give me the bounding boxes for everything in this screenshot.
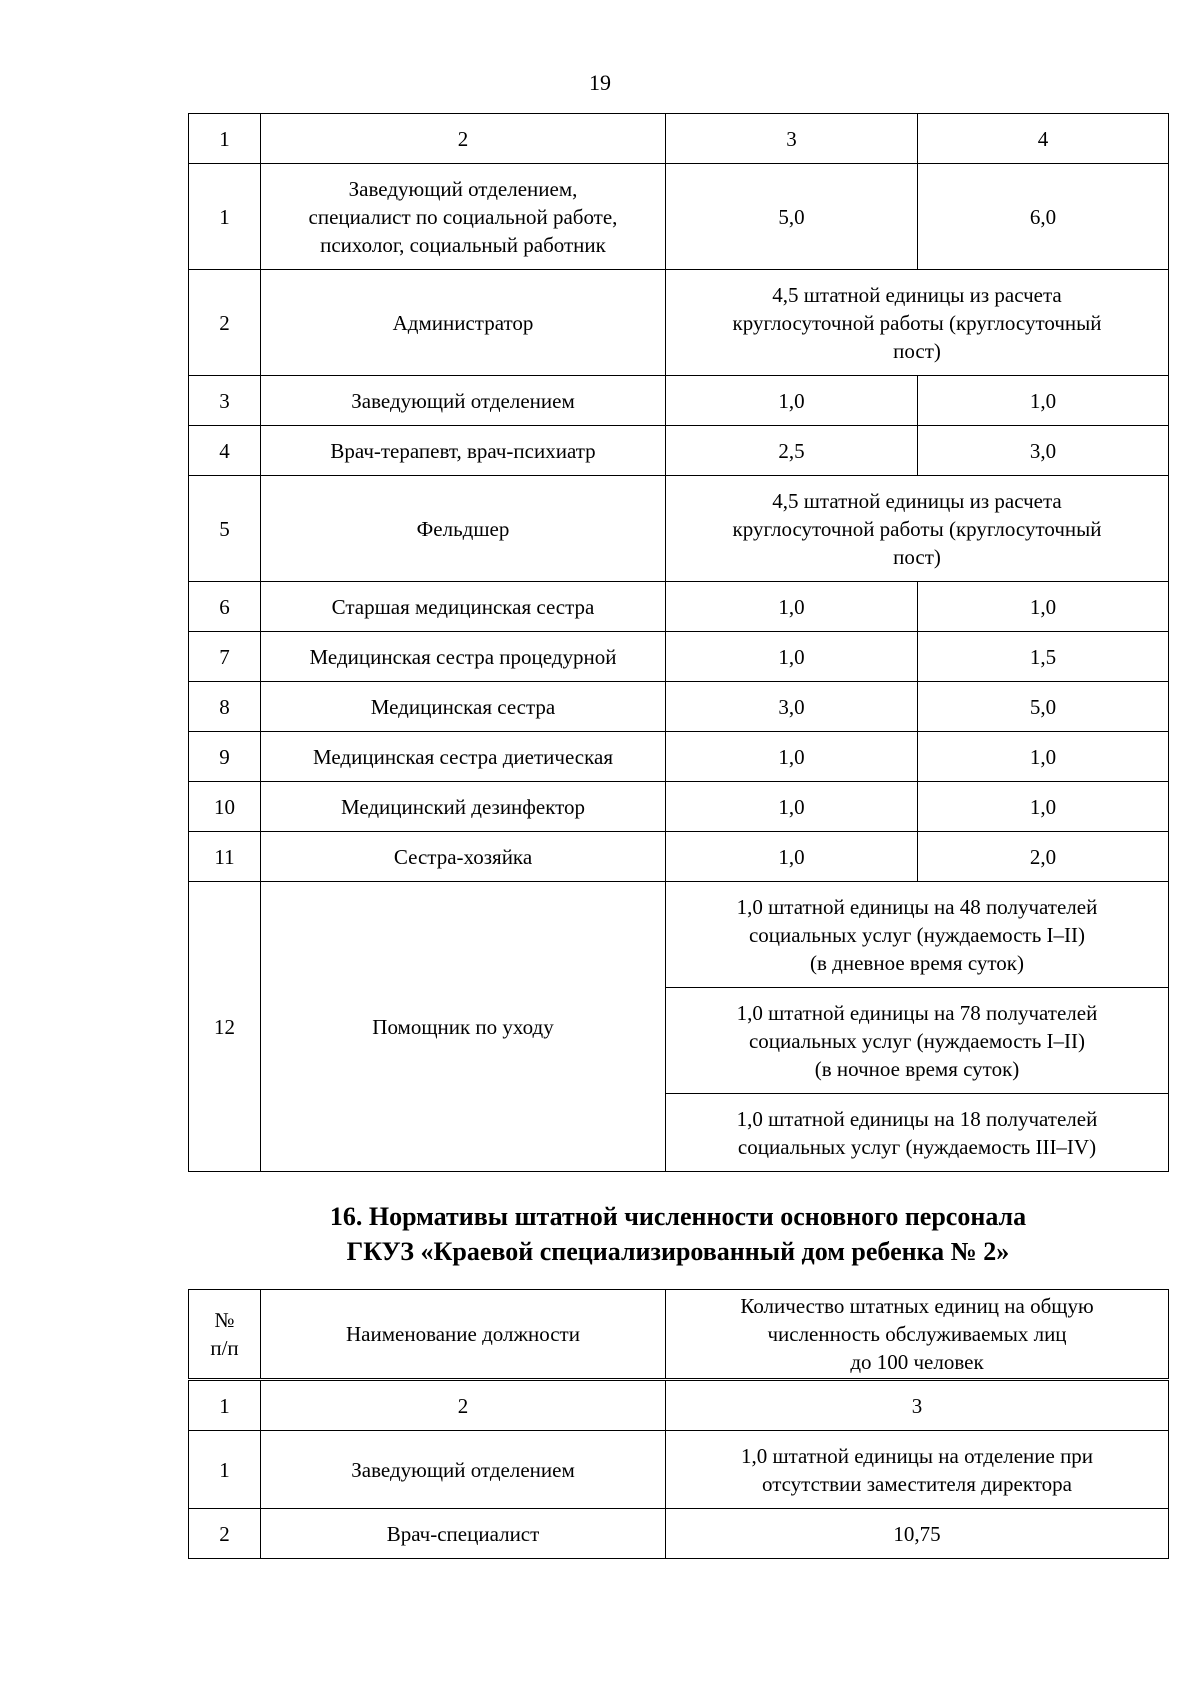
position-name: Заведующий отделением, специалист по социальной работе, психолог, социальный работник (261, 164, 666, 270)
staff-units-col3: 1,0 (666, 632, 918, 682)
table-row (189, 782, 1169, 832)
staff-units-day: 1,0 штатной единицы на 48 получателей социальных услуг (нуждаемость I–II) (в дневное время суток) (666, 882, 1169, 988)
staff-units-col4: 2,0 (918, 832, 1169, 882)
staff-units-col4: 6,0 (918, 164, 1169, 270)
row-number: 2 (189, 270, 261, 376)
table-row (189, 882, 1169, 988)
row-number: 10 (189, 782, 261, 832)
position-name: Фельдшер (261, 476, 666, 582)
units-column-header: Количество штатных единиц на общую численность обслуживаемых лиц до 100 человек (666, 1290, 1169, 1379)
staff-units-col4: 5,0 (918, 682, 1169, 732)
table-row (189, 1431, 1169, 1509)
section-title-line2: ГКУЗ «Краевой специализированный дом ребенка № 2» (346, 1237, 1010, 1266)
position-name: Врач-терапевт, врач-психиатр (261, 426, 666, 476)
staff-units-col3: 2,5 (666, 426, 918, 476)
table-row (189, 426, 1169, 476)
row-number: 11 (189, 832, 261, 882)
table-row (189, 732, 1169, 782)
position-name: Сестра-хозяйка (261, 832, 666, 882)
staff-units-col4: 1,0 (918, 782, 1169, 832)
position-name: Заведующий отделением (261, 1431, 666, 1509)
staff-units-col3: 1,0 (666, 376, 918, 426)
row-number: 9 (189, 732, 261, 782)
row-number: 1 (189, 164, 261, 270)
row-number: 7 (189, 632, 261, 682)
table-header-row (189, 1290, 1169, 1379)
table-row (189, 682, 1169, 732)
position-name: Администратор (261, 270, 666, 376)
table-header-row (189, 114, 1169, 164)
table-row (189, 832, 1169, 882)
row-number: 12 (189, 882, 261, 1172)
table-row (189, 1509, 1169, 1559)
section-title-line1: 16. Нормативы штатной численности основного персонала (329, 1202, 1027, 1231)
position-name: Медицинская сестра диетическая (261, 732, 666, 782)
table-row (189, 476, 1169, 582)
row-number: 5 (189, 476, 261, 582)
staff-units-col4: 1,0 (918, 582, 1169, 632)
header-cell: 3 (666, 1381, 1169, 1431)
staff-units-col3: 1,0 (666, 832, 918, 882)
staff-units-high-need: 1,0 штатной единицы на 18 получателей социальных услуг (нуждаемость III–IV) (666, 1094, 1169, 1172)
position-name: Заведующий отделением (261, 376, 666, 426)
position-column-header: Наименование должности (261, 1290, 666, 1379)
staffing-table-continued (188, 113, 1169, 1172)
header-cell: 2 (261, 114, 666, 164)
position-name: Медицинская сестра процедурной (261, 632, 666, 682)
staff-units-col4: 1,0 (918, 376, 1169, 426)
table-row (189, 376, 1169, 426)
staff-units-col4: 1,5 (918, 632, 1169, 682)
staff-units: 10,75 (666, 1509, 1169, 1559)
staff-units: 1,0 штатной единицы на отделение при отсутствии заместителя директора (666, 1431, 1169, 1509)
staff-units-col3: 3,0 (666, 682, 918, 732)
row-number: 4 (189, 426, 261, 476)
position-name: Врач-специалист (261, 1509, 666, 1559)
table-row (189, 270, 1169, 376)
staff-units-col3: 1,0 (666, 732, 918, 782)
staff-units-merged: 4,5 штатной единицы из расчета круглосуточной работы (круглосуточный пост) (666, 270, 1169, 376)
row-number: 6 (189, 582, 261, 632)
number-column-header: № п/п (189, 1290, 261, 1379)
position-name: Старшая медицинская сестра (261, 582, 666, 632)
table-header-row (189, 1381, 1169, 1431)
staff-units-merged: 4,5 штатной единицы из расчета круглосуточной работы (круглосуточный пост) (666, 476, 1169, 582)
staffing-table-body (188, 1380, 1169, 1559)
table-row (189, 632, 1169, 682)
staff-units-col3: 1,0 (666, 582, 918, 632)
staffing-table-header (188, 1289, 1169, 1379)
row-number: 2 (189, 1509, 261, 1559)
table-row (189, 164, 1169, 270)
staff-units-col3: 5,0 (666, 164, 918, 270)
section-title (188, 1199, 1168, 1269)
staff-units-col3: 1,0 (666, 782, 918, 832)
header-cell: 4 (918, 114, 1169, 164)
staff-units-col4: 3,0 (918, 426, 1169, 476)
row-number: 8 (189, 682, 261, 732)
position-name: Медицинский дезинфектор (261, 782, 666, 832)
header-cell: 3 (666, 114, 918, 164)
staff-units-night: 1,0 штатной единицы на 78 получателей социальных услуг (нуждаемость I–II) (в ночное время суток) (666, 988, 1169, 1094)
position-name: Помощник по уходу (261, 882, 666, 1172)
position-name: Медицинская сестра (261, 682, 666, 732)
page-number: 19 (589, 70, 611, 95)
row-number: 3 (189, 376, 261, 426)
row-number: 1 (189, 1431, 261, 1509)
header-cell: 2 (261, 1381, 666, 1431)
header-cell: 1 (189, 1381, 261, 1431)
table-row (189, 582, 1169, 632)
staff-units-col4: 1,0 (918, 732, 1169, 782)
header-cell: 1 (189, 114, 261, 164)
